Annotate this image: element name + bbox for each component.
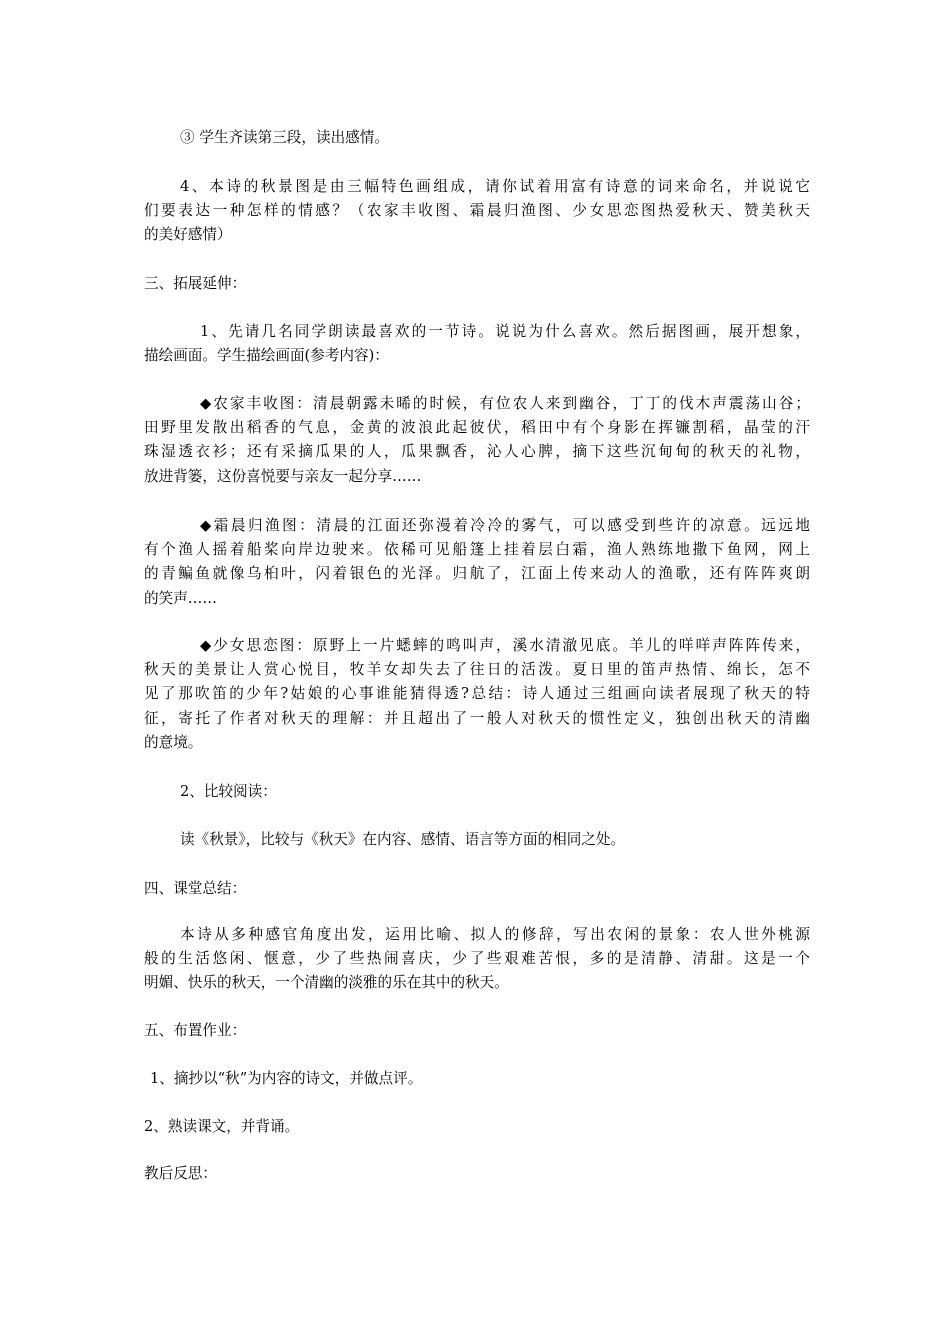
homework-item-1 [150,1067,816,1091]
text-line: 读《秋景》，比较与《秋天》在内容、感情、语言等方面的相同之处。 [180,831,626,848]
text-line: 珠湿透衣衫；还有采摘瓜果的人，瓜果飘香，沁人心脾，摘下这些沉甸甸的秋天的礼物， [144,443,810,461]
question-4-paragraph [144,175,810,248]
text-line: 的意境。 [144,733,203,751]
text-line: 4、本诗的秋景图是由三幅特色画组成，请你试着用富有诗意的词来命名，并说说它 [180,178,810,195]
text-line: 见了那吹笛的少年?姑娘的心事谁能猜得透?总结：诗人通过三组画向读者展现了秋天的特 [144,685,810,703]
text-line: 的美好感情） [144,226,232,244]
text-line: 2、熟读课文，并背诵。 [144,1118,300,1135]
text-line: 1、先请几名同学朗读最喜欢的一节诗。说说为什么喜欢。然后据图画，展开想象， [200,323,810,340]
text-line: 本诗从多种感官角度出发，运用比喻、拟人的修辞，写出农闲的景象：农人世外桃源 [180,926,810,943]
section-heading-extension [144,272,810,296]
summary-paragraph [144,923,810,996]
activity-1-paragraph [144,320,810,368]
maiden-scene-paragraph [144,634,810,755]
section-heading-summary [144,877,810,901]
activity-2-heading [180,780,846,804]
harvest-scene-paragraph [144,392,810,489]
text-line: 秋天的美景让人赏心悦目，牧羊女却失去了往日的活泼。夏日里的笛声热情、绵长，怎不 [144,661,810,679]
text-line: 的青鳊鱼就像乌桕叶，闪着银色的光泽。归航了，江面上传来动人的渔歌，还有阵阵爽朗 [144,565,810,583]
text-line: ③ 学生齐读第三段，读出感情。 [180,129,389,146]
text-line: 有个渔人摇着船桨向岸边驶来。依稀可见船篷上挂着层白霜，渔人熟练地撒下鱼网，网上 [144,541,810,559]
compare-reading-paragraph [180,828,846,852]
text-line: 1、摘抄以“秋”为内容的诗文，并做点评。 [150,1070,423,1087]
section-heading: 教后反思： [144,1165,217,1182]
section-heading: 三、拓展延伸： [144,275,247,292]
text-line: 般的生活悠闲、惬意，少了些热闹喜庆，少了些艰难苦恨，多的是清静、清甜。这是一个 [144,950,810,968]
text-line: 田野里发散出稻香的气息，金黄的波浪此起彼伏，稻田中有个身影在挥镰割稻，晶莹的汗 [144,419,810,437]
text-line: 们要表达一种怎样的情感？（农家丰收图、霜晨归渔图、少女思恋图热爱秋天、赞美秋天 [144,202,810,220]
text-line: 2、比较阅读： [180,783,277,800]
text-line: ◆少女思恋图：原野上一片蟋蟀的鸣叫声，溪水清澈见底。羊儿的咩咩声阵阵传来， [200,637,810,654]
section-heading: 四、课堂总结： [144,880,247,897]
text-line: 描绘画面。学生描绘画面(参考内容)： [144,347,389,365]
text-line: 放进背篓，这份喜悦要与亲友一起分享…… [144,467,422,485]
text-line: 征，寄托了作者对秋天的理解：并且超出了一般人对秋天的惯性定义，独创出秋天的清幽 [144,709,810,727]
text-line: 明媚、快乐的秋天，一个清幽的淡雅的乐在其中的秋天。 [144,974,509,992]
text-line: 的笑声…… [144,589,217,607]
fisherman-scene-paragraph [144,514,810,611]
text-line: ◆农家丰收图：清晨朝露未晞的时候，有位农人来到幽谷，丁丁的伐木声震荡山谷； [200,395,810,412]
text-line: ◆霜晨归渔图：清晨的江面还弥漫着冷冷的雾气，可以感受到些许的凉意。远远地 [200,517,810,534]
section-heading: 五、布置作业： [144,1022,247,1039]
section-heading-homework [144,1019,810,1043]
reflection-heading [144,1162,810,1186]
homework-item-2 [144,1115,810,1139]
step-3-reading [180,126,846,150]
